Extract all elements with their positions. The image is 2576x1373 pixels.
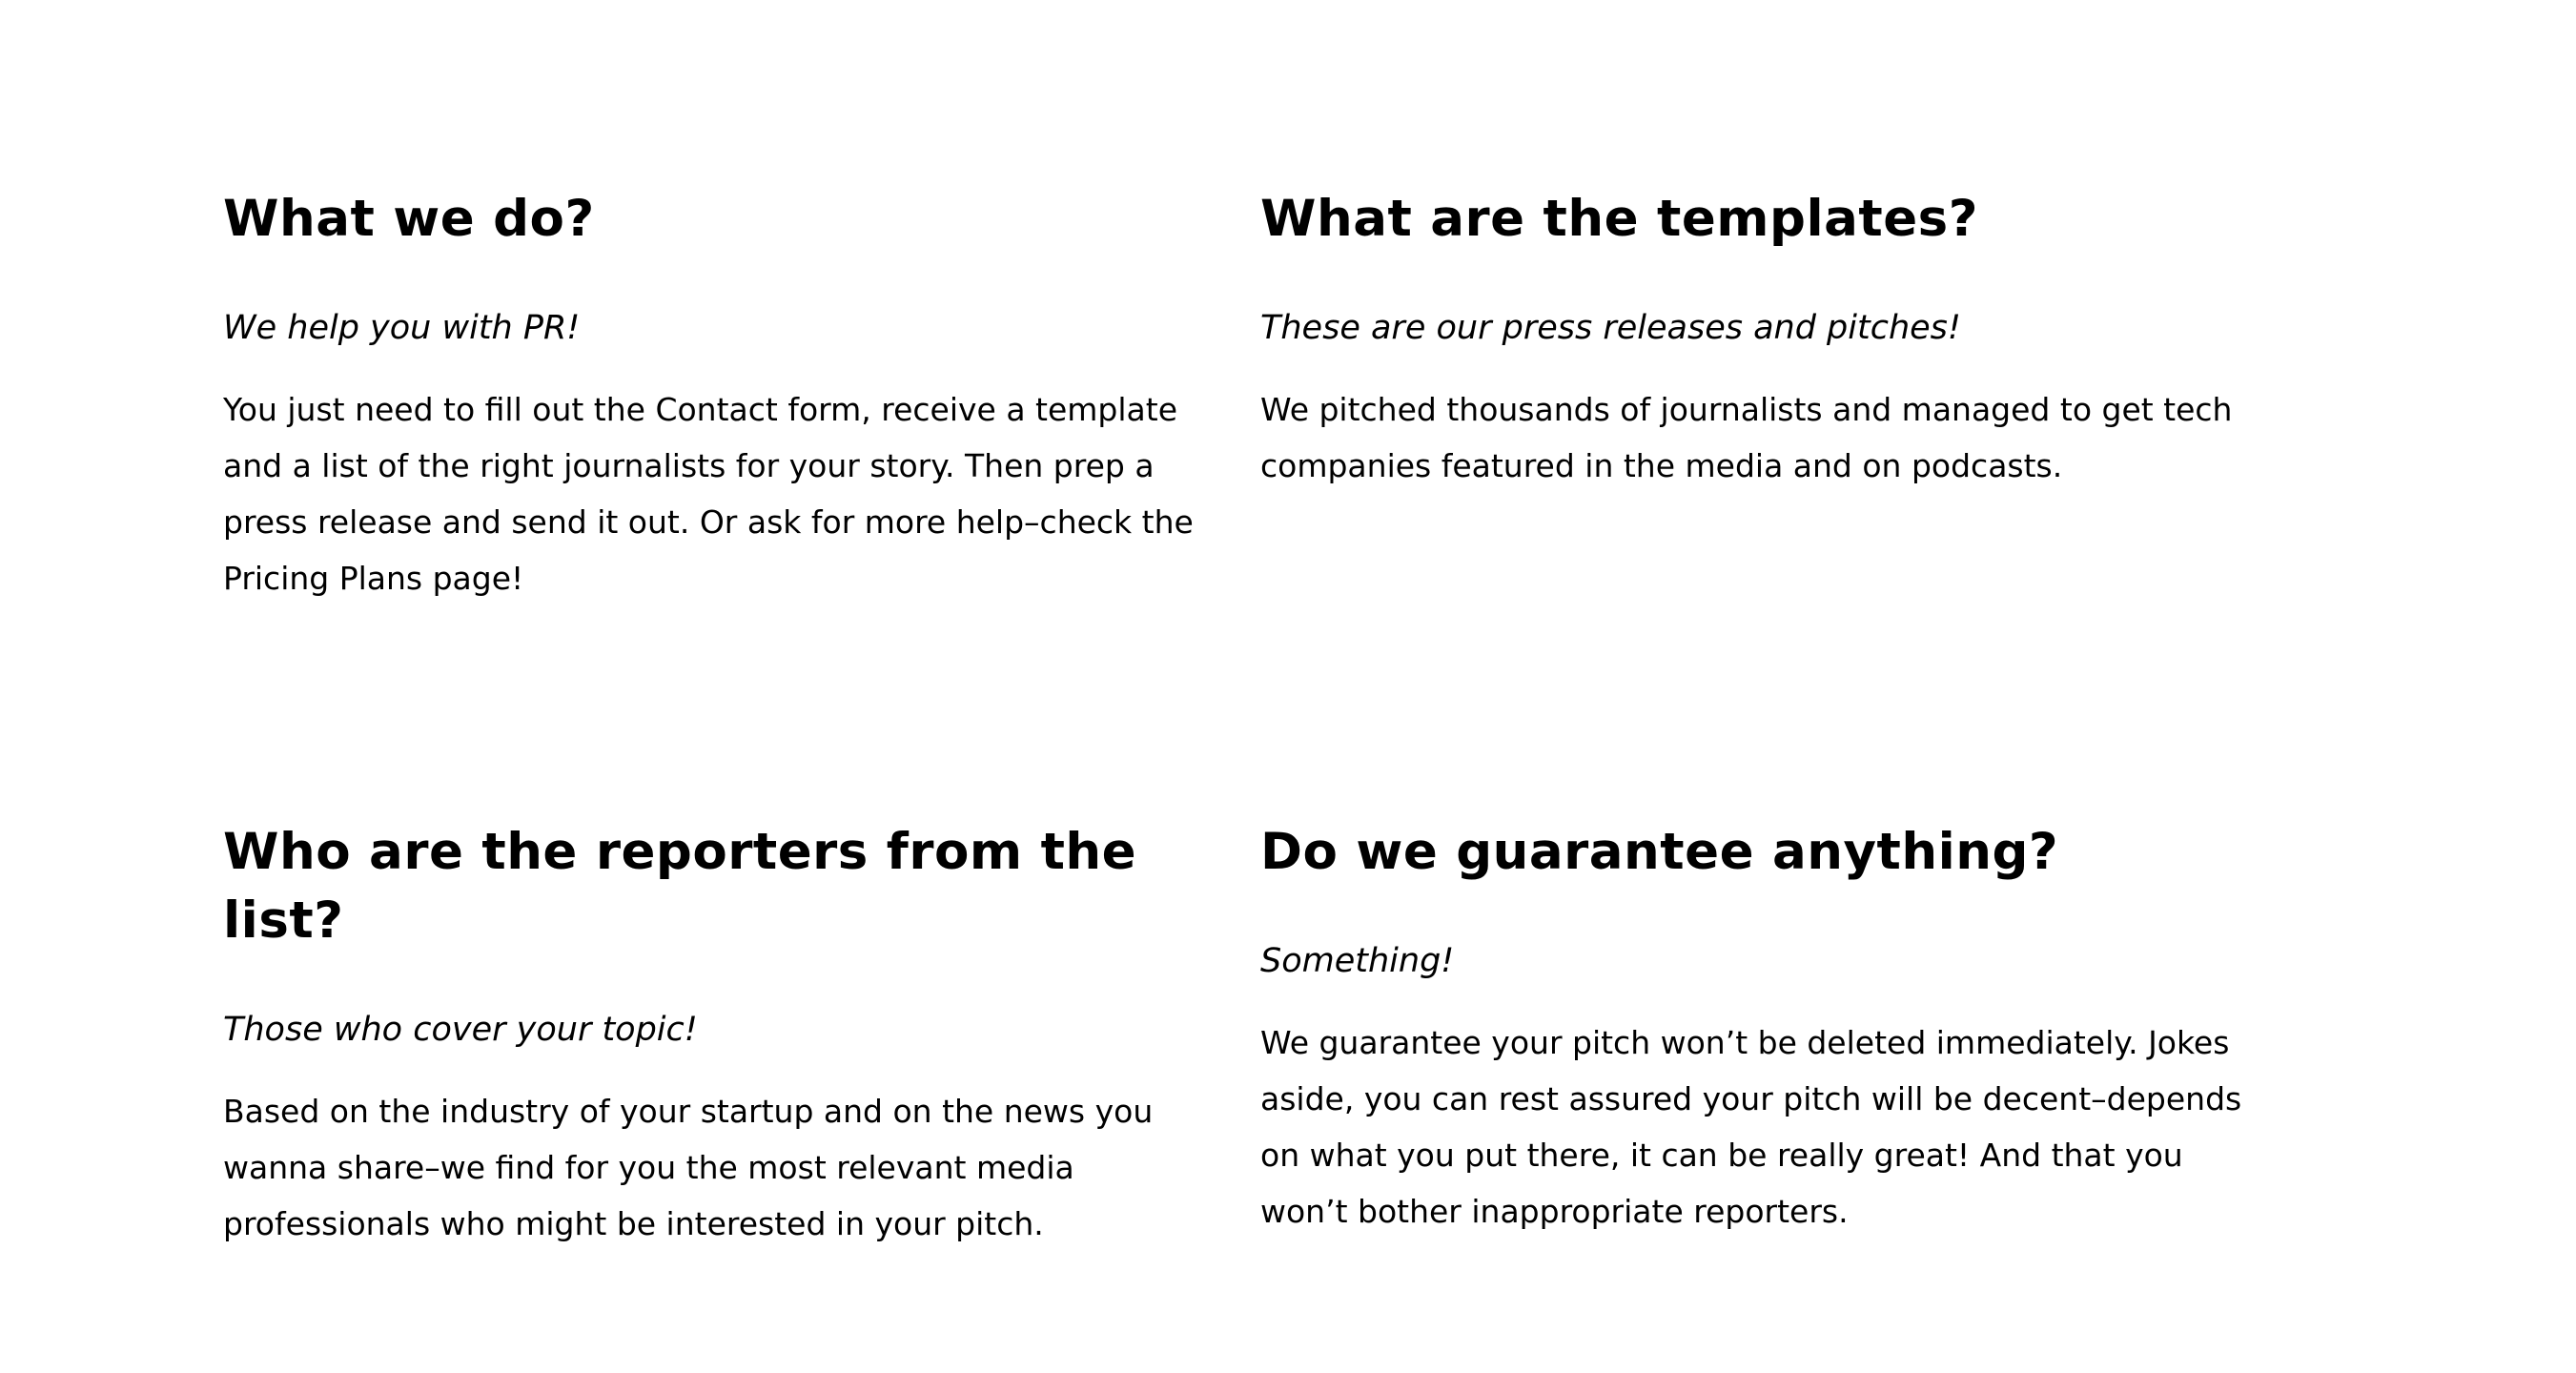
faq-answer: We guarantee your pitch won’t be deleted immediately. Jokes aside, you can rest assured your pitch will be decent–depends on what you put there, it can be really great! And that you won’t bother inappropriate reporters. xyxy=(1260,1024,2242,1230)
faq-item-reporters xyxy=(223,818,1205,1252)
faq-item-templates xyxy=(1260,185,2242,494)
faq-question: Do we guarantee anything? xyxy=(1260,823,2059,881)
faq-answer: Based on the industry of your startup and on the news you wanna share–we find for you the most relevant media professionals who might be interested in your pitch. xyxy=(223,1093,1154,1242)
faq-question: What we do? xyxy=(223,190,595,248)
faq-item-guarantee xyxy=(1260,818,2242,1240)
faq-item-what-we-do xyxy=(223,185,1205,606)
faq-tagline: These are our press releases and pitches! xyxy=(1260,309,1961,347)
faq-answer: We pitched thousands of journalists and managed to get tech companies featured in the media and on podcasts. xyxy=(1260,391,2233,484)
faq-answer: You just need to fill out the Contact form, receive a template and a list of the right journalists for your story. Then prep a press release and send it out. Or ask for more help–check the Pricing Plans page! xyxy=(223,391,1194,597)
faq-tagline: Something! xyxy=(1260,942,1455,980)
faq-tagline: We help you with PR! xyxy=(223,309,581,347)
faq-question: Who are the reporters from the list? xyxy=(223,823,1137,950)
faq-section xyxy=(223,0,2244,1373)
faq-tagline: Those who cover your topic! xyxy=(223,1011,698,1049)
faq-question: What are the templates? xyxy=(1260,190,1978,248)
